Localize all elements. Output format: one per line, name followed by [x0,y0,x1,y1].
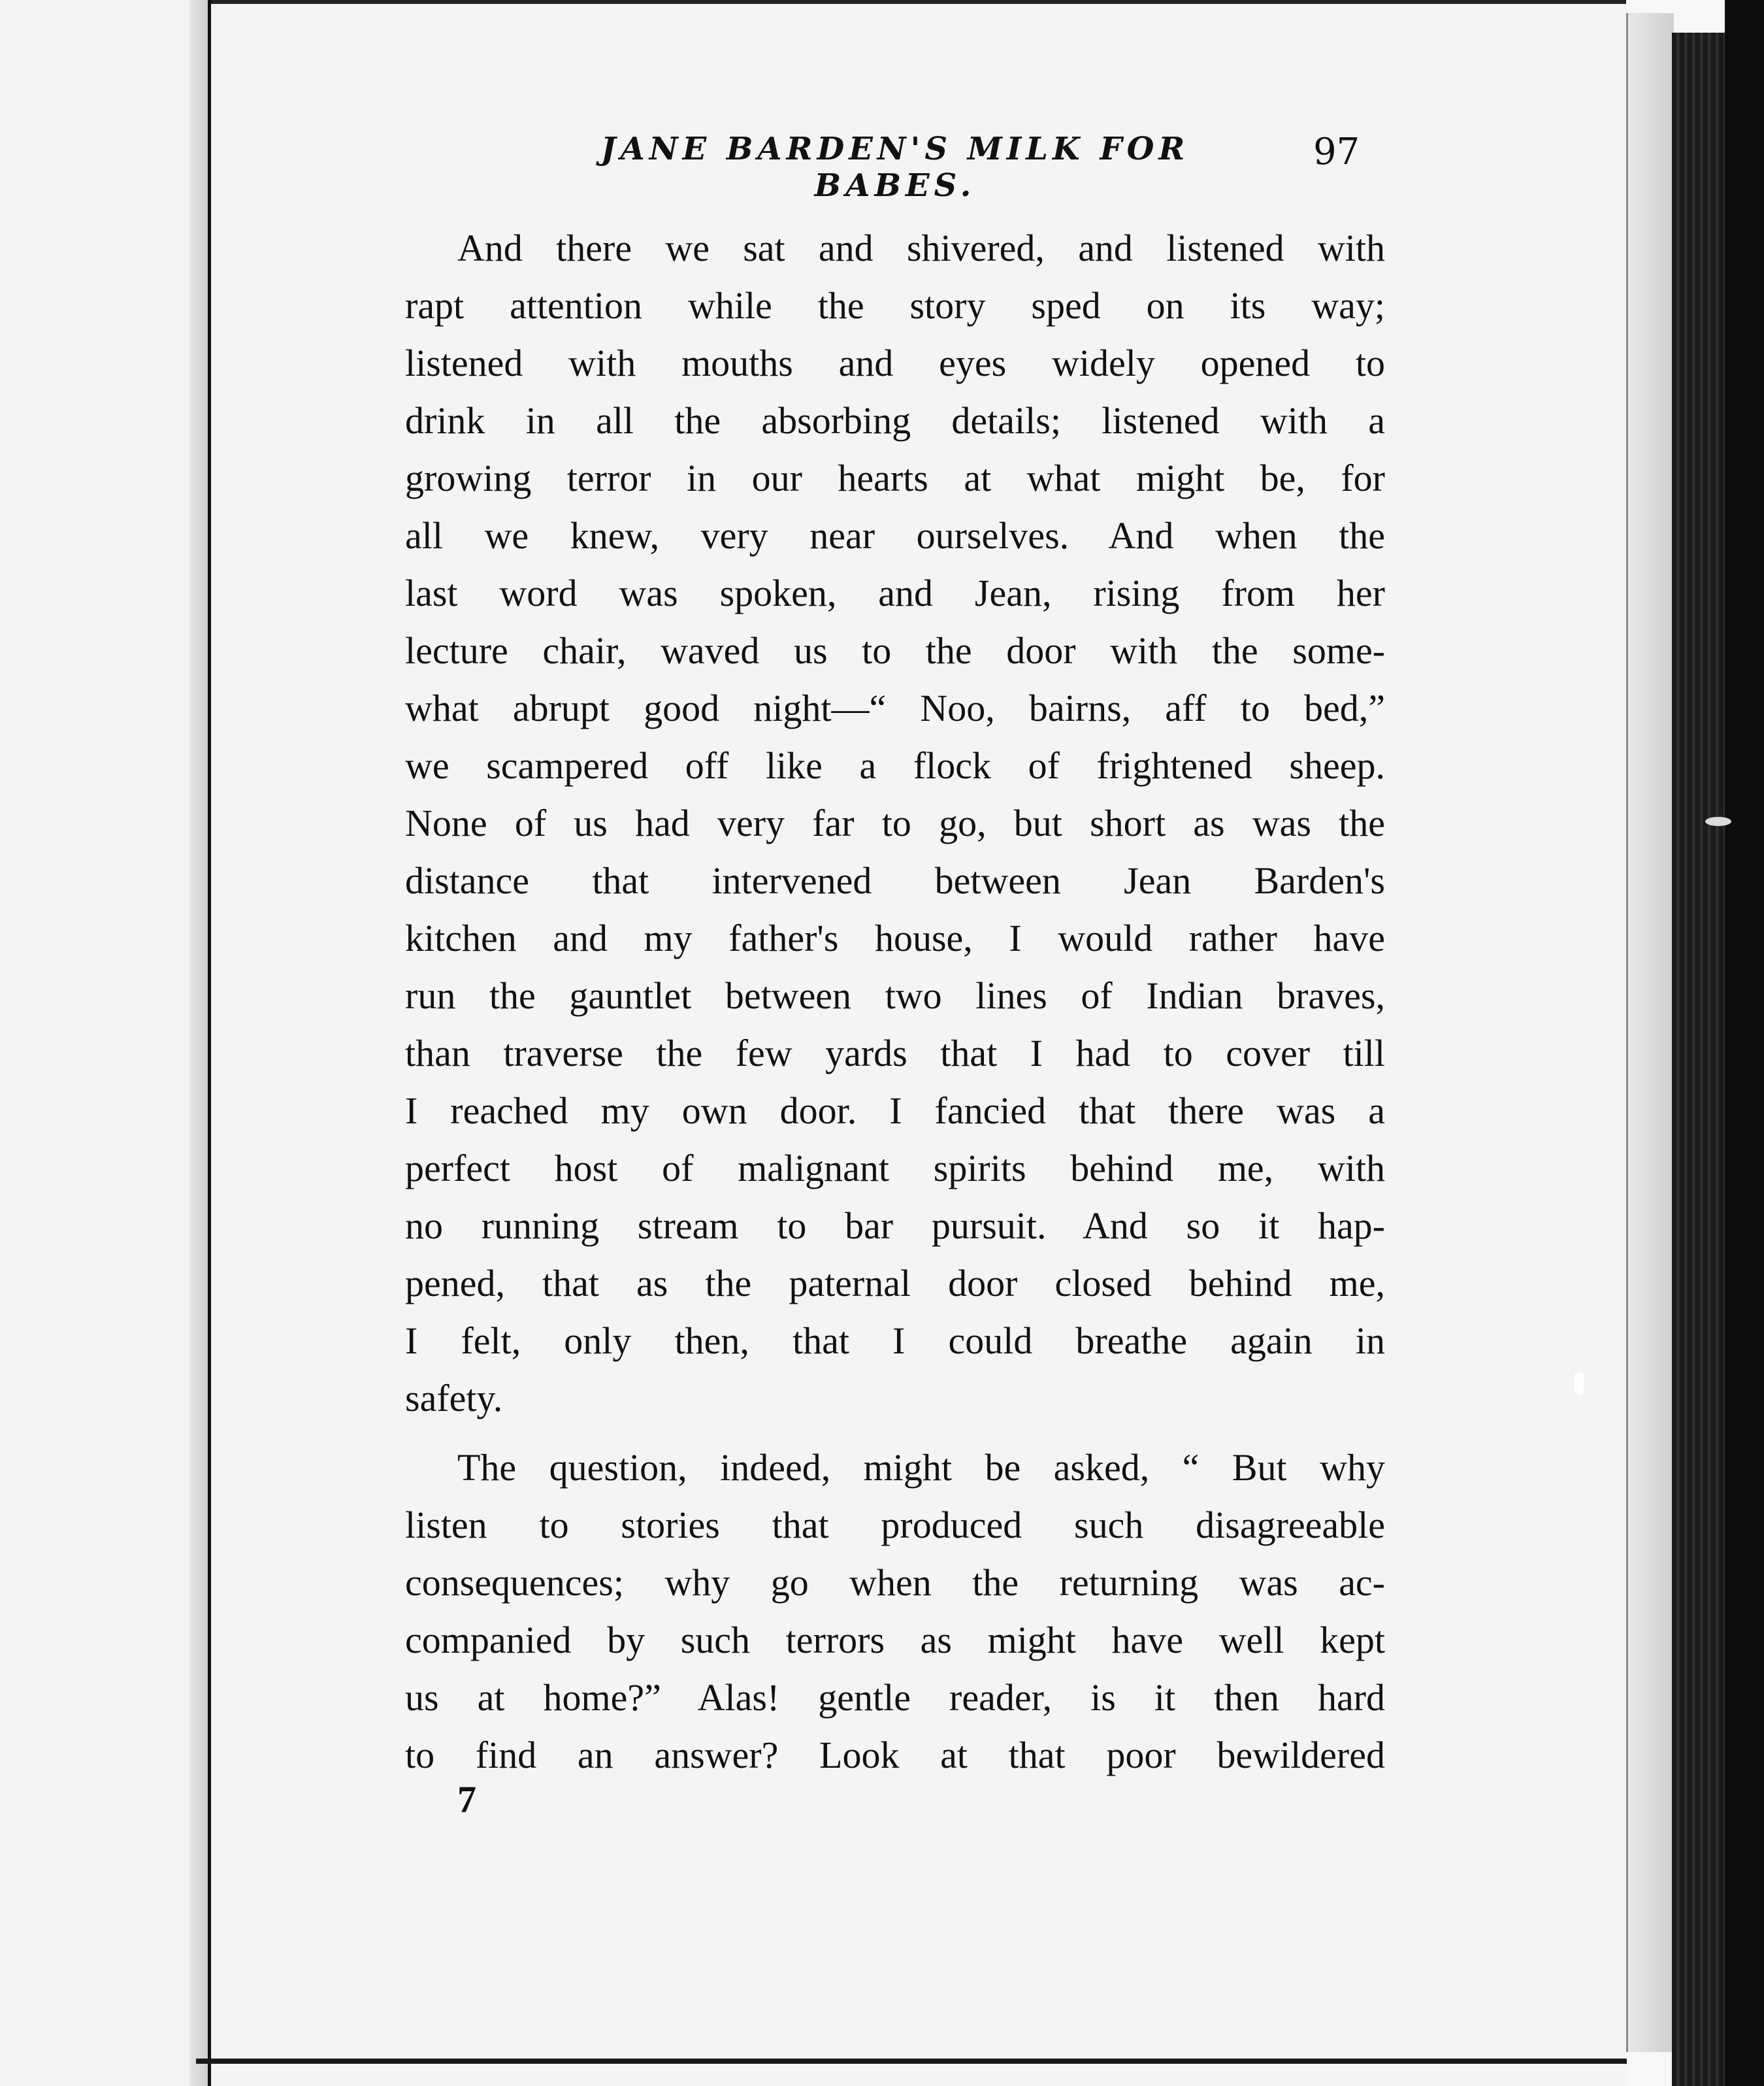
text-line: perfect host of malignant spirits behind me, with [405,1147,1385,1189]
page-top-edge [211,0,1626,4]
text-line: listened with mouths and eyes widely opened to [405,342,1385,384]
page-number: 97 [1313,131,1360,173]
facing-page-margin [0,0,189,2086]
text-line: safety. [405,1377,503,1419]
text-line: growing terror in our hearts at what might be, for [405,457,1385,499]
text-line: to find an answer? Look at that poor bewildered [405,1734,1385,1776]
text-line: kitchen and my father's house, I would rather have [405,917,1385,959]
text-line: what abrupt good night—“ Noo, bairns, aff to bed,” [405,687,1385,729]
text-line: companied by such terrors as might have well kept [405,1619,1385,1661]
text-line: drink in all the absorbing details; listened with a [405,399,1385,442]
scan-speck [1705,817,1731,826]
text-line: distance that intervened between Jean Barden's [405,859,1385,902]
text-line: None of us had very far to go, but short as was the [405,802,1385,844]
text-line: The question, indeed, might be asked, “ But why [457,1446,1385,1489]
text-line: than traverse the few yards that I had to cover till [405,1032,1385,1074]
text-line: rapt attention while the story sped on its way; [405,284,1385,327]
page-bottom-edge [196,2059,1627,2064]
text-line: lecture chair, waved us to the door with the some- [405,629,1385,672]
text-line: no running stream to bar pursuit. And so it hap- [405,1204,1385,1247]
page-fore-edge [1626,13,1674,2052]
text-line: pened, that as the paternal door closed behind me, [405,1262,1385,1304]
text-line: us at home?” Alas! gentle reader, is it then hard [405,1676,1385,1719]
text-line: I felt, only then, that I could breathe again in [405,1319,1385,1362]
text-line: run the gauntlet between two lines of Indian braves, [405,974,1385,1017]
scan-speck [1575,1372,1584,1395]
text-line: listen to stories that produced such disagreeable [405,1504,1385,1546]
text-line: And there we sat and shivered, and listened with [457,227,1385,269]
text-line: consequences; why go when the returning was ac- [405,1561,1385,1604]
book-cover-edge [1725,0,1764,2086]
text-line: last word was spoken, and Jean, rising from her [405,572,1385,614]
text-line: we scampered off like a flock of frightened sheep. [405,744,1385,787]
text-line: all we knew, very near ourselves. And when the [405,514,1385,557]
running-head: JANE BARDEN'S MILK FOR BABES. [600,131,1190,204]
text-line: I reached my own door. I fancied that there was a [405,1089,1385,1132]
gutter-shadow [189,0,208,2086]
signature-mark: 7 [457,1778,476,1821]
